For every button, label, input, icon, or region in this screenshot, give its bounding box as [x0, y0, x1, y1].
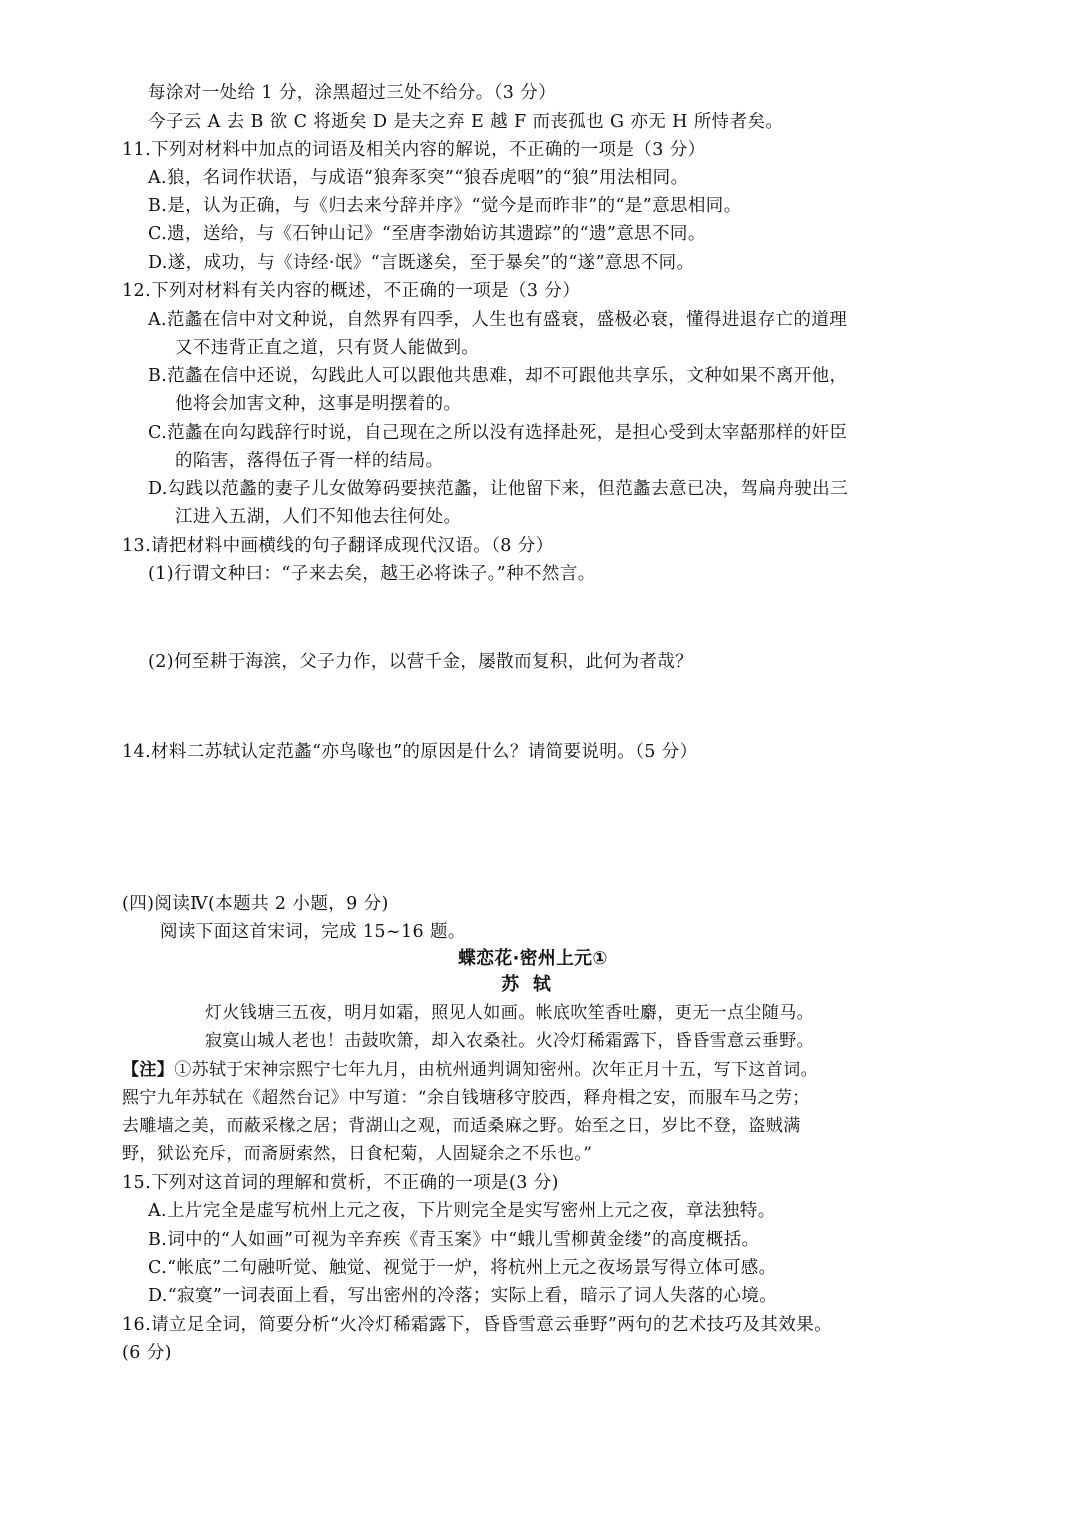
poem-author: 苏轼	[501, 974, 565, 995]
punctuation-sentence: 今子云 A 去 B 欲 C 将逝矣 D 是夫之弃 E 越 F 而丧孤也 G 亦无 H 所恃者矣。	[148, 112, 784, 132]
question-12: 12.下列对材料有关内容的概述，不正确的一项是（3 分）	[122, 281, 581, 301]
question-12-option-b-line2: 他将会加害文种，这事是明摆着的。	[175, 394, 462, 414]
note-line-4: 野，狱讼充斥，而斋厨索然，日食杞菊，人固疑余之不乐也。”	[122, 1144, 593, 1164]
question-15-option-c: C.“帐底”二句融听觉、触觉、视觉于一炉，将杭州上元之夜场景写得立体可感。	[148, 1258, 777, 1278]
question-11-option-b: B.是，认为正确，与《归去来兮辞并序》“觉今是而昨非”的“是”意思相同。	[148, 196, 742, 216]
question-12-option-d-line1: D.勾践以范蠡的妻子儿女做筹码要挟范蠡，让他留下来，但范蠡去意已决，驾扁舟驶出三	[148, 479, 848, 499]
note-tag: 【注】	[122, 1060, 175, 1080]
question-15-option-b: B.词中的“人如画”可视为辛弃疾《青玉案》中“蛾儿雪柳黄金缕”的高度概括。	[148, 1230, 760, 1250]
question-11-option-c: C.遗，送给，与《石钟山记》“至唐李渤始访其遗踪”的“遗”意思不同。	[148, 224, 706, 244]
question-11-option-d: D.遂，成功，与《诗经·氓》“言既遂矣，至于暴矣”的“遂”意思不同。	[148, 253, 695, 273]
question-12-option-d-line2: 江进入五湖，人们不知他去往何处。	[175, 507, 462, 527]
question-12-option-a-line2: 又不违背正直之道，只有贤人能做到。	[175, 338, 480, 358]
question-11-option-a: A.狼，名词作状语，与成语“狼奔豕突”“狼吞虎咽”的“狼”用法相同。	[148, 168, 689, 188]
question-12-option-c-line1: C.范蠡在向勾践辞行时说，自己现在之所以没有选择赴死，是担心受到太宰嚭那样的奸臣	[148, 423, 848, 443]
note-line-1	[122, 1058, 818, 1082]
question-11: 11.下列对材料中加点的词语及相关内容的解说，不正确的一项是（3 分）	[122, 140, 706, 160]
question-15-option-d: D.“寂寞”一词表面上看，写出密州的冷落；实际上看，暗示了词人失落的心境。	[148, 1286, 778, 1306]
question-16: 16.请立足全词，简要分析“火冷灯稀霜露下，昏昏雪意云垂野”两句的艺术技巧及其效果。	[122, 1315, 833, 1335]
question-12-option-a-line1: A.范蠡在信中对文种说，自然界有四季，人生也有盛衰，盛极必衰，懂得进退存亡的道理	[148, 310, 848, 330]
question-12-option-b-line1: B.范蠡在信中还说，勾践此人可以跟他共患难，却不可跟他共享乐，文种如果不离开他，	[148, 366, 848, 386]
question-13-sentence-2: (2)何至耕于海滨，父子力作，以营千金，屡散而复积，此何为者哉？	[148, 652, 694, 672]
question-15-option-a: A.上片完全是虚写杭州上元之夜，下片则完全是实写密州上元之夜，章法独特。	[148, 1201, 776, 1221]
question-14: 14.材料二苏轼认定范蠡“亦鸟喙也”的原因是什么？请简要说明。（5 分）	[122, 742, 698, 762]
note-line-3: 去雕墙之美，而蔽采椽之居；背湖山之观，而适桑麻之野。始至之日，岁比不登，盗贼满	[122, 1116, 801, 1136]
section-4-intro: 阅读下面这首宋词，完成 15~16 题。	[160, 922, 466, 942]
note-line-1-text: ①苏轼于宋神宗熙宁七年九月，由杭州通判调知密州。次年正月十五，写下这首词。	[174, 1060, 819, 1080]
section-4-heading: (四)阅读Ⅳ(本题共 2 小题，9 分)	[122, 894, 389, 914]
note-line-2: 熙宁九年苏轼在《超然台记》中写道：“余自钱塘移守胶西，释舟楫之安，而服车马之劳；	[122, 1088, 810, 1108]
question-13-sentence-1: (1)行谓文种曰：“子来去矣，越王必将诛子。”种不然言。	[148, 564, 596, 584]
poem-line-2: 寂寞山城人老也！击鼓吹箫，却入农桑社。火冷灯稀霜露下，昏昏雪意云垂野。	[205, 1031, 814, 1051]
question-16-score: (6 分)	[122, 1343, 172, 1363]
poem-title: 蝶恋花·密州上元①	[458, 948, 608, 969]
poem-line-1: 灯火钱塘三五夜，明月如霜，照见人如画。帐底吹笙香吐麝，更无一点尘随马。	[205, 1003, 814, 1023]
question-13: 13.请把材料中画横线的句子翻译成现代汉语。（8 分）	[122, 536, 554, 556]
question-12-option-c-line2: 的陷害，落得伍子胥一样的结局。	[175, 451, 444, 471]
question-15: 15.下列对这首词的理解和赏析，不正确的一项是(3 分)	[122, 1173, 559, 1193]
scoring-note: 每涂对一处给 1 分，涂黑超过三处不给分。（3 分）	[148, 83, 557, 103]
